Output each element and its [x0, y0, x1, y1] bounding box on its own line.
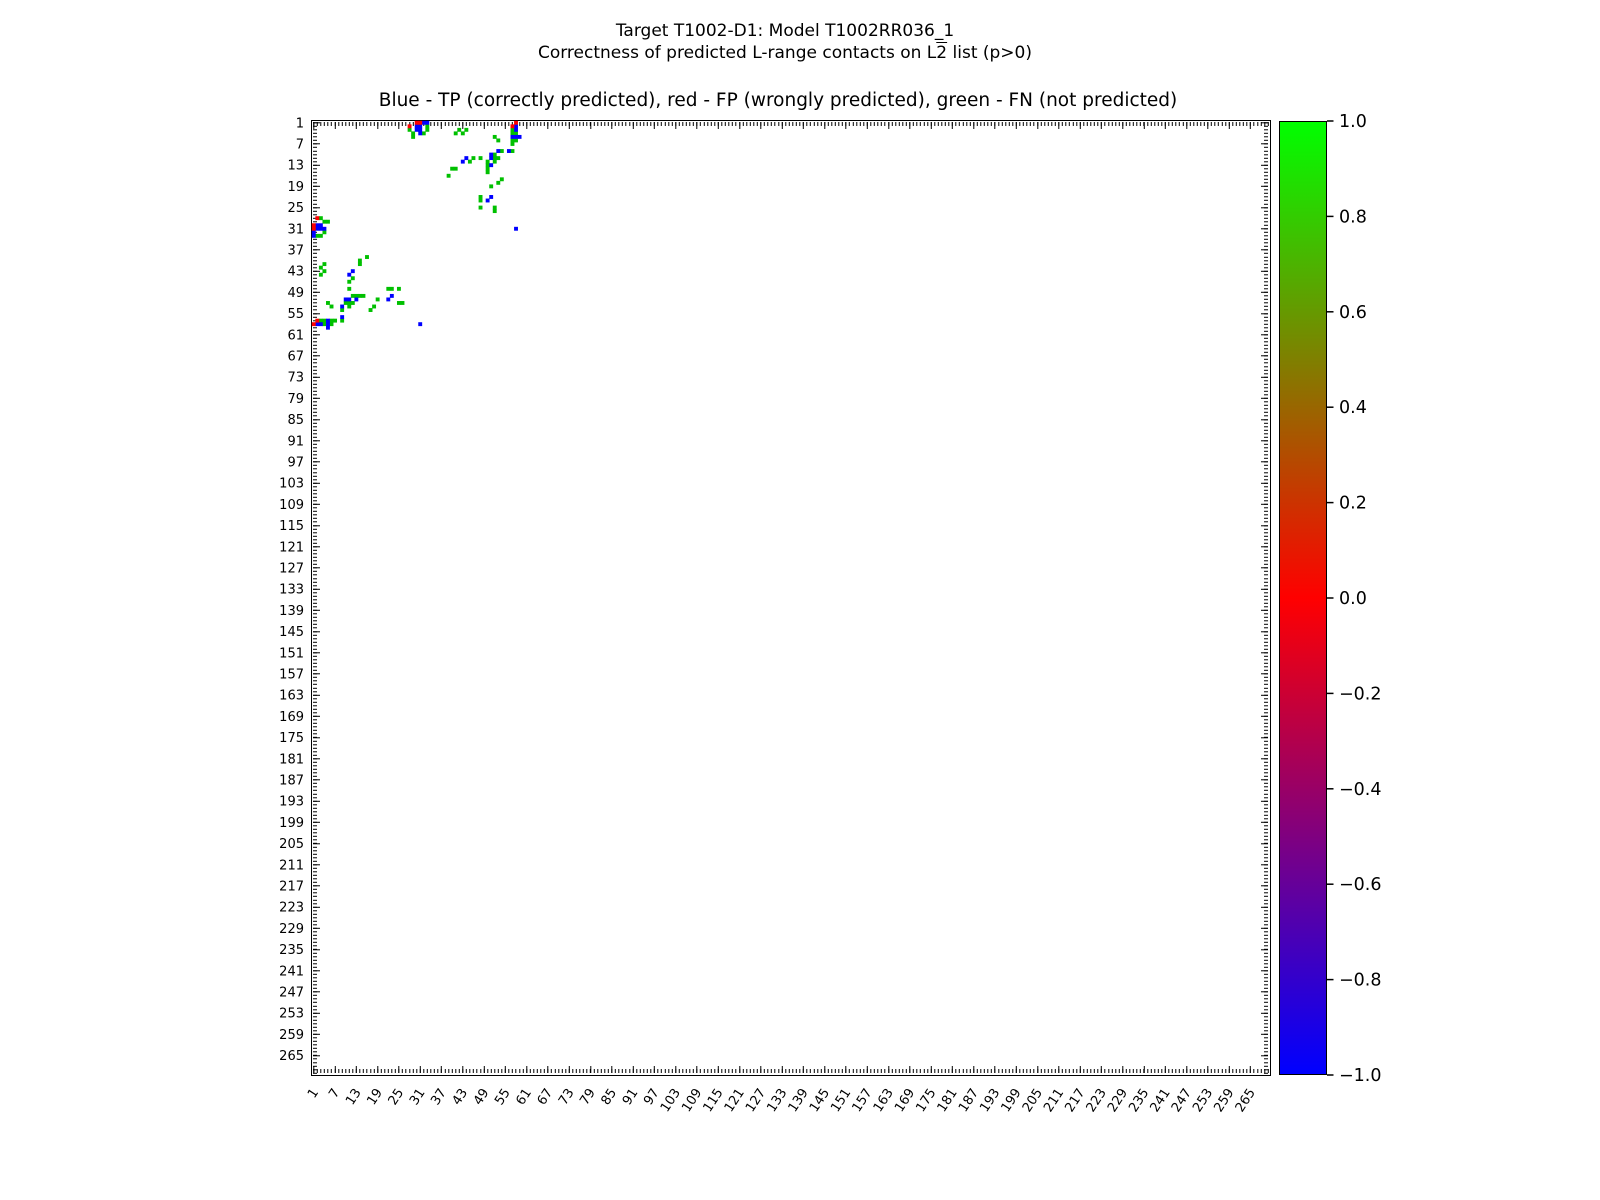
- colorbar-tick-label: 1.0: [1339, 112, 1367, 132]
- plot-area: [311, 120, 1271, 1076]
- x-axis-top-major-ticks: [312, 122, 1270, 129]
- y-tick-label: 205: [279, 837, 304, 853]
- y-tick-label: 265: [279, 1049, 304, 1065]
- y-tick-label: 25: [287, 201, 304, 217]
- colorbar-tick-label: 0.4: [1339, 398, 1367, 419]
- x-tick-label: 25: [385, 1086, 408, 1109]
- x-tick-label: 253: [1190, 1086, 1217, 1116]
- x-tick-label: 247: [1168, 1086, 1195, 1116]
- colorbar-tick-label: 0.0: [1339, 589, 1367, 609]
- y-tick-label: 73: [287, 370, 304, 386]
- y-tick-label: 229: [279, 921, 304, 937]
- y-tick-label: 13: [287, 158, 304, 174]
- y-tick-label: 31: [287, 222, 304, 238]
- colorbar-tick-label: 0.2: [1339, 493, 1367, 514]
- colorbar-tick-label: 0.6: [1339, 302, 1367, 323]
- y-tick-label: 241: [279, 964, 304, 980]
- y-tick-label: 199: [279, 815, 304, 831]
- y-tick-label: 253: [279, 1006, 304, 1022]
- figure-title-line2-prefix: Correctness of predicted L-range contacts on L: [537, 43, 937, 63]
- figure-title-line2-overline: 2: [936, 43, 948, 63]
- colorbar-tick-label: −1.0: [1339, 1066, 1382, 1086]
- x-tick-label: 181: [934, 1086, 961, 1116]
- y-tick-label: 169: [279, 709, 304, 725]
- y-tick-label: 193: [279, 794, 304, 810]
- x-tick-label: 199: [998, 1086, 1025, 1116]
- x-tick-label: 7: [326, 1086, 344, 1102]
- colorbar-tick-label: −0.4: [1339, 779, 1382, 800]
- x-tick-label: 223: [1083, 1086, 1110, 1116]
- y-tick-label: 157: [279, 667, 304, 683]
- y-tick-label: 145: [279, 625, 304, 641]
- y-tick-label: 67: [287, 349, 304, 365]
- colorbar-tick-label: 0.8: [1339, 207, 1367, 228]
- y-tick-label: 259: [279, 1027, 304, 1043]
- y-tick-label: 151: [279, 646, 304, 662]
- x-tick-label: 229: [1105, 1086, 1132, 1116]
- y-tick-label: 97: [287, 455, 304, 471]
- x-tick-label: 121: [721, 1086, 748, 1116]
- y-tick-label: 175: [279, 731, 304, 747]
- x-tick-label: 1: [305, 1086, 323, 1102]
- x-tick-label: 205: [1019, 1086, 1046, 1116]
- y-tick-label: 223: [279, 900, 304, 916]
- y-axis-left-major-ticks: [313, 121, 320, 1075]
- y-tick-label: 181: [279, 752, 304, 768]
- x-tick-label: 175: [913, 1086, 940, 1116]
- x-tick-label: 79: [577, 1086, 599, 1109]
- x-tick-label: 61: [513, 1086, 536, 1109]
- y-tick-label: 121: [279, 540, 304, 556]
- colorbar-tick-label: −0.6: [1339, 875, 1382, 896]
- y-tick-label: 37: [287, 243, 304, 259]
- y-axis-right-major-ticks: [1261, 121, 1268, 1075]
- y-tick-label: 43: [287, 264, 304, 280]
- y-tick-label: 235: [279, 943, 304, 959]
- figure-title-line1: Target T1002-D1: Model T1002RR036_1: [615, 21, 955, 41]
- y-tick-label: 79: [287, 391, 304, 407]
- x-tick-label: 19: [364, 1086, 386, 1109]
- x-tick-label: 145: [806, 1086, 834, 1116]
- x-tick-label: 37: [428, 1086, 450, 1109]
- y-tick-label: 109: [279, 497, 304, 513]
- x-tick-label: 211: [1041, 1086, 1068, 1116]
- y-tick-label: 247: [279, 985, 304, 1001]
- y-tick-label: 127: [279, 561, 304, 577]
- x-tick-label: 97: [641, 1086, 663, 1109]
- figure-title-line2: [0, 43, 1570, 63]
- x-tick-label: 91: [619, 1086, 642, 1109]
- y-tick-label: 61: [287, 328, 304, 344]
- colorbar-tick-label: −0.2: [1339, 684, 1382, 705]
- y-tick-label: 115: [279, 519, 304, 535]
- x-tick-label: 103: [657, 1086, 685, 1116]
- x-tick-label: 13: [343, 1086, 365, 1109]
- colorbar-tick-label: −0.8: [1339, 970, 1382, 991]
- x-tick-label: 31: [406, 1086, 429, 1109]
- x-tick-label: 55: [492, 1086, 514, 1109]
- y-tick-label: 1: [295, 116, 304, 132]
- x-tick-label: 187: [955, 1086, 983, 1116]
- y-tick-label: 217: [279, 879, 304, 895]
- x-tick-label: 49: [470, 1086, 493, 1109]
- x-axis-bottom-major-ticks: [312, 1066, 1270, 1073]
- y-tick-label: 85: [287, 413, 304, 429]
- x-tick-label: 163: [870, 1086, 897, 1116]
- x-tick-label: 157: [849, 1086, 876, 1116]
- x-tick-label: 85: [598, 1086, 621, 1109]
- x-tick-label: 109: [679, 1086, 706, 1116]
- x-tick-label: 73: [556, 1086, 578, 1109]
- x-tick-label: 259: [1211, 1086, 1238, 1116]
- x-tick-label: 139: [785, 1086, 812, 1116]
- x-tick-label: 241: [1147, 1086, 1174, 1116]
- x-tick-label: 127: [743, 1086, 770, 1116]
- axes-title: Blue - TP (correctly predicted), red - FP (wrongly predicted), green - FN (not predicted): [378, 90, 1178, 111]
- y-tick-label: 19: [287, 179, 304, 195]
- x-tick-label: 235: [1126, 1086, 1153, 1116]
- y-tick-label: 91: [287, 434, 304, 450]
- y-tick-label: 103: [279, 476, 304, 492]
- x-tick-label: 217: [1062, 1086, 1089, 1116]
- y-tick-label: 133: [279, 582, 304, 598]
- x-tick-label: 67: [534, 1086, 557, 1109]
- x-tick-label: 169: [892, 1086, 919, 1116]
- y-tick-label: 139: [279, 603, 304, 619]
- figure-title-line2-suffix: list (p>0): [947, 43, 1033, 63]
- x-tick-label: 151: [828, 1086, 855, 1116]
- colorbar: [1279, 121, 1327, 1075]
- y-tick-label: 211: [279, 858, 304, 874]
- x-tick-label: 265: [1232, 1086, 1259, 1116]
- y-tick-label: 7: [295, 137, 304, 153]
- y-tick-label: 163: [279, 688, 304, 704]
- y-tick-label: 55: [287, 307, 304, 323]
- y-tick-label: 49: [287, 285, 304, 301]
- x-tick-label: 193: [977, 1086, 1004, 1116]
- x-tick-label: 133: [764, 1086, 791, 1116]
- y-tick-label: 187: [279, 773, 304, 789]
- x-tick-label: 43: [449, 1086, 472, 1109]
- x-tick-label: 115: [700, 1086, 727, 1116]
